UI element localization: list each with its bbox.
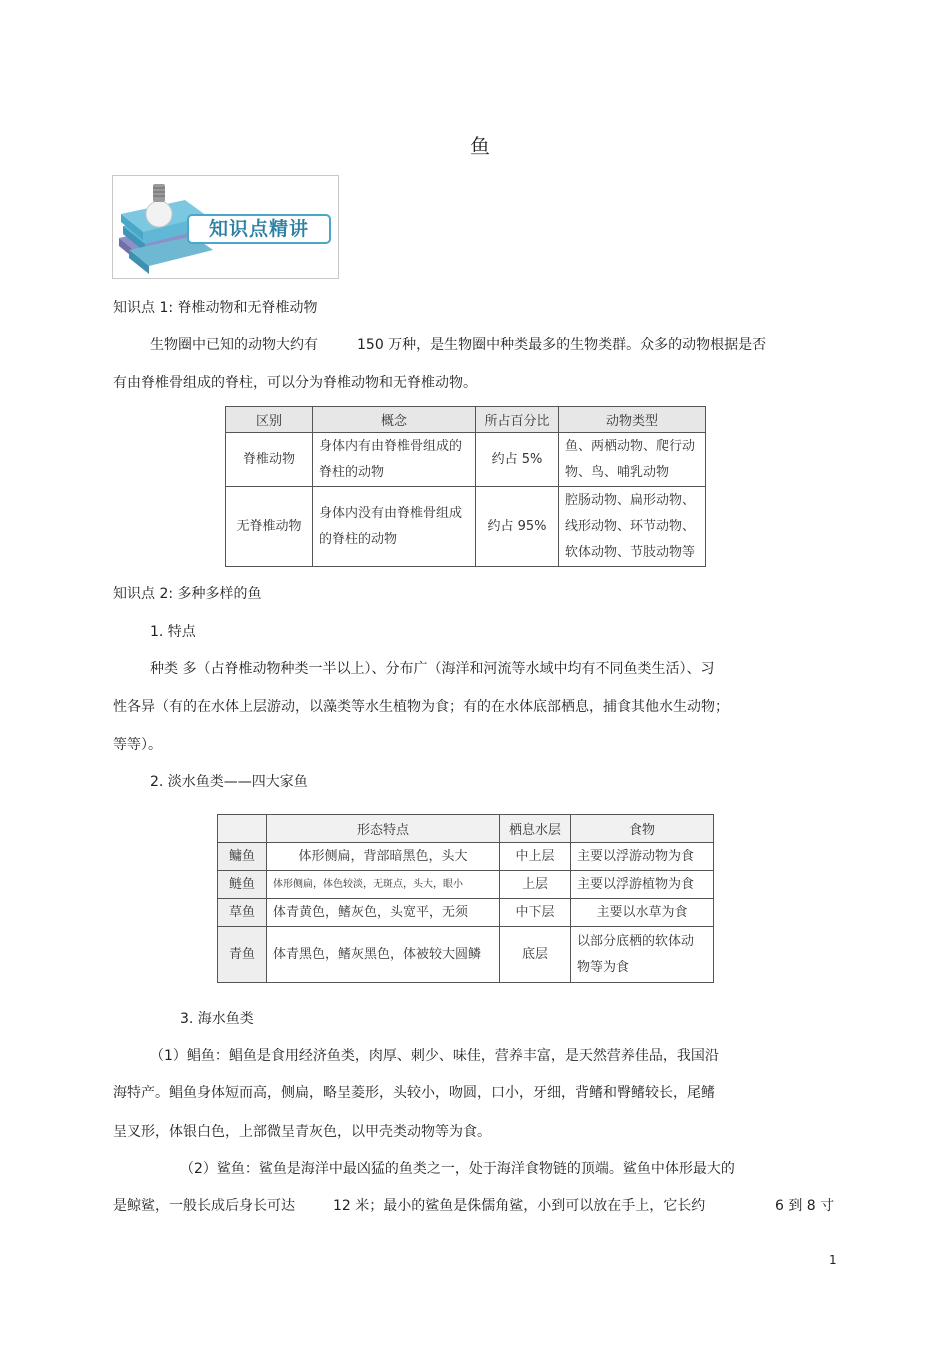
table-cell: 以部分底栖的软体动 物等为食	[571, 927, 714, 983]
table-cell: 体青黄色，鳍灰色，头宽平，无须	[267, 899, 500, 927]
knowledge-banner	[112, 175, 339, 279]
table-cell: 主要以浮游植物为食	[571, 871, 714, 899]
table-cell: 脊椎动物	[226, 433, 313, 487]
fish-name-cell: 鲢鱼	[218, 871, 267, 899]
table-cell: 主要以水草为食	[571, 899, 714, 927]
table-cell: 无脊椎动物	[226, 487, 313, 567]
section1-paragraph-line3: 等等）。	[113, 737, 162, 753]
section1-paragraph-line1: 种类 多（占脊椎动物种类一半以上）、分布广（海洋和河流等水域中均有不同鱼类生活）、习	[150, 661, 715, 677]
table-cell: 鱼、两栖动物、爬行动 物、鸟、哺乳动物	[559, 433, 706, 487]
kp2-heading: 知识点 2: 多种多样的鱼	[113, 586, 262, 602]
table-cell: 体青黑色，鳍灰黑色，体被较大圆鳞	[267, 927, 500, 983]
table-row	[218, 843, 714, 871]
table-row	[226, 487, 706, 567]
column-header	[218, 815, 267, 843]
kp1-paragraph-line2: 有由脊椎骨组成的脊柱，可以分为脊椎动物和无脊椎动物。	[113, 375, 477, 391]
table-cell: 约占 95%	[476, 487, 559, 567]
column-header: 概念	[313, 407, 476, 433]
kp1-paragraph-line1b: 150 万种，是生物圈中种类最多的生物类群。众多的动物根据是否	[357, 337, 767, 353]
pomfret-paragraph-line3: 呈叉形，体银白色，上部微呈青灰色，以甲壳类动物等为食。	[113, 1124, 491, 1140]
fish-name-cell: 鳙鱼	[218, 843, 267, 871]
table-cell: 底层	[500, 927, 571, 983]
column-header: 区别	[226, 407, 313, 433]
table-cell: 主要以浮游动物为食	[571, 843, 714, 871]
page-title: 鱼	[470, 134, 490, 158]
table-row	[218, 871, 714, 899]
kp1-paragraph-line1a: 生物圈中已知的动物大约有	[150, 337, 318, 353]
banner-label: 知识点精讲	[187, 214, 331, 244]
column-header: 形态特点	[267, 815, 500, 843]
table-cell: 身体内没有由脊椎骨组成 的脊柱的动物	[313, 487, 476, 567]
column-header: 所占百分比	[476, 407, 559, 433]
shark-paragraph-line1: （2）鲨鱼：鲨鱼是海洋中最凶猛的鱼类之一，处于海洋食物链的顶端。鲨鱼中体形最大的	[180, 1161, 735, 1177]
section1-heading: 1. 特点	[150, 624, 196, 640]
vertebrate-comparison-table	[225, 406, 706, 567]
table-cell: 中下层	[500, 899, 571, 927]
section1-paragraph-line2: 性各异（有的在水体上层游动，以藻类等水生植物为食；有的在水体底部栖息，捕食其他水生动物；	[113, 699, 729, 715]
table-row	[218, 927, 714, 983]
table-row	[226, 433, 706, 487]
page-number: 1	[829, 1253, 837, 1267]
table-cell: 身体内有由脊椎骨组成的 脊柱的动物	[313, 433, 476, 487]
table-cell: 体形侧扁，体色较淡，无斑点，头大，眼小	[267, 871, 500, 899]
table-row	[218, 899, 714, 927]
table-header-row	[218, 815, 714, 843]
shark-paragraph-line2b: 12 米；最小的鲨鱼是侏儒角鲨，小到可以放在手上，它长约	[333, 1198, 706, 1214]
table-cell: 上层	[500, 871, 571, 899]
shark-paragraph-line2c: 6 到 8 寸	[775, 1198, 835, 1214]
pomfret-paragraph-line1: （1）鲳鱼：鲳鱼是食用经济鱼类，肉厚、刺少、味佳，营养丰富，是天然营养佳品，我国沿	[150, 1048, 719, 1064]
fish-name-cell: 青鱼	[218, 927, 267, 983]
table-cell: 中上层	[500, 843, 571, 871]
pomfret-paragraph-line2: 海特产。鲳鱼身体短而高，侧扁，略呈菱形，头较小，吻圆，口小，牙细，背鳍和臀鳍较长，尾鳍	[113, 1085, 715, 1101]
table-cell: 约占 5%	[476, 433, 559, 487]
table-cell: 腔肠动物、扁形动物、 线形动物、环节动物、 软体动物、节肢动物等	[559, 487, 706, 567]
kp1-heading: 知识点 1: 脊椎动物和无脊椎动物	[113, 300, 318, 316]
section3-heading: 3. 海水鱼类	[180, 1011, 254, 1027]
column-header: 栖息水层	[500, 815, 571, 843]
column-header: 食物	[571, 815, 714, 843]
table-header-row	[226, 407, 706, 433]
four-carp-table	[217, 814, 714, 983]
table-cell: 体形侧扁，背部暗黑色，头大	[267, 843, 500, 871]
fish-name-cell: 草鱼	[218, 899, 267, 927]
shark-paragraph-line2a: 是鲸鲨，一般长成后身长可达	[113, 1198, 295, 1214]
section2-heading: 2. 淡水鱼类——四大家鱼	[150, 774, 308, 790]
column-header: 动物类型	[559, 407, 706, 433]
